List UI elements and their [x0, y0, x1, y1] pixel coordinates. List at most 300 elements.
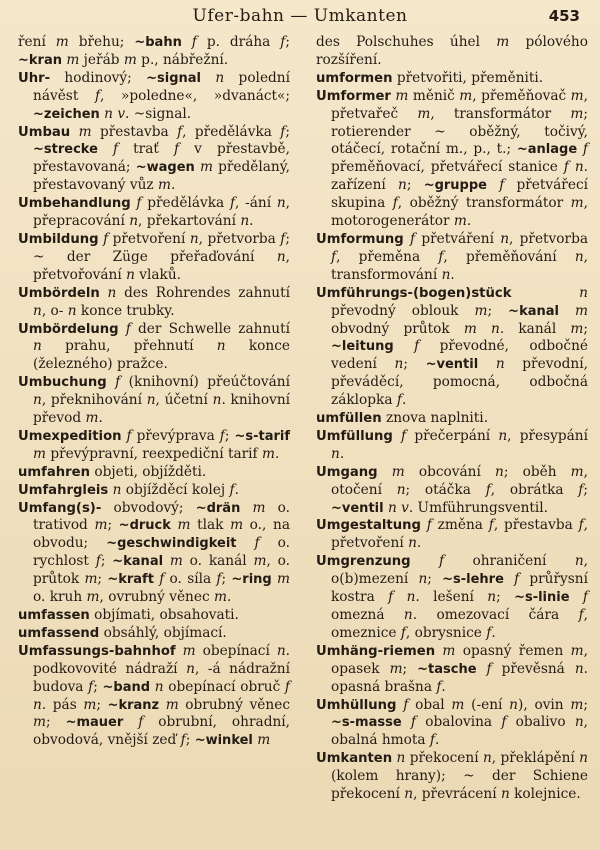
entry-grammar-tag: n: [396, 750, 406, 767]
entry-text: obal: [408, 696, 452, 713]
entry-text: obalovina: [415, 714, 502, 731]
dictionary-entry: [316, 517, 588, 553]
entry-grammar-tag: m: [453, 213, 467, 230]
entry-text: des Rohrendes zahnutí: [116, 284, 290, 301]
entry-grammar-tag: m: [570, 696, 584, 713]
dictionary-entry: [316, 428, 588, 464]
entry-compound: ~s-lehre: [442, 572, 504, 588]
entry-grammar-tag: n: [276, 248, 286, 265]
entry-text: [70, 124, 78, 140]
entry-text: , překartování: [138, 213, 241, 230]
entry-text: .: [285, 642, 290, 659]
entry-text: , přetvořování: [33, 248, 290, 283]
dictionary-entry: [18, 500, 290, 607]
entry-grammar-tag: f: [229, 481, 235, 498]
entry-text: , přetvorba: [198, 230, 281, 247]
entry-text: ;: [45, 714, 66, 731]
entry-grammar-tag: n: [126, 266, 135, 283]
entry-text: ;: [496, 589, 515, 606]
entry-text: [511, 285, 579, 301]
entry-grammar-tag: n: [403, 607, 413, 623]
dictionary-entry: [316, 70, 588, 88]
entry-text: [100, 285, 108, 301]
entry-headword: Umführungs-(bogen)stück: [316, 285, 512, 301]
entry-grammar-tag: n: [574, 553, 584, 570]
entry-grammar-tag: v: [117, 105, 126, 122]
entry-grammar-tag: f: [486, 660, 492, 677]
entry-grammar-tag: f: [414, 338, 420, 355]
entry-text: hodinový;: [50, 69, 147, 86]
entry-grammar-tag: f: [177, 123, 183, 140]
entry-text: přestavba: [91, 123, 178, 140]
entry-text: ohraničení: [444, 553, 575, 570]
entry-text: tlak: [190, 517, 231, 534]
entry-grammar-tag: m: [78, 123, 92, 140]
dictionary-entry: [316, 464, 588, 518]
entry-headword: Umformung: [316, 231, 404, 247]
entry-compound: ~mauer: [65, 715, 124, 731]
entry-text: ; otáčka: [405, 481, 486, 498]
entry-grammar-tag: n: [579, 750, 588, 767]
entry-text: .: [466, 213, 472, 230]
entry-text: předělaný, přestavovaný vůz: [33, 159, 290, 194]
entry-grammar-tag: n: [33, 338, 42, 355]
entry-text: ;: [96, 696, 108, 713]
entry-text: [171, 517, 178, 533]
entry-text: des Polschuhes úhel: [316, 34, 497, 50]
entry-text: o. rychlost: [33, 535, 291, 570]
entry-text: . pás: [41, 696, 84, 713]
entry-grammar-tag: n: [215, 69, 225, 86]
entry-grammar-tag: n: [495, 463, 504, 480]
entry-compound: ~signal: [146, 70, 202, 86]
entry-text: [393, 589, 406, 605]
dictionary-entry: [316, 750, 588, 804]
entry-grammar-tag: m: [570, 87, 584, 104]
entry-text: ), ovin: [518, 696, 571, 713]
entry-grammar-tag: n: [331, 445, 340, 462]
entry-text: [182, 34, 192, 50]
dictionary-entry: [316, 231, 588, 285]
entry-compound: ~zeichen: [33, 106, 100, 122]
entry-text: , přesypání: [507, 427, 588, 444]
entry-grammar-tag: f: [103, 230, 109, 247]
entry-text: ;: [583, 481, 588, 498]
entry-headword: Umformer: [316, 88, 391, 104]
entry-grammar-tag: f: [426, 517, 432, 534]
entry-grammar-tag: f: [410, 714, 416, 731]
entry-grammar-tag: n: [67, 302, 77, 319]
entry-text: ;: [100, 553, 113, 570]
entry-text: ;: [285, 123, 290, 140]
entry-grammar-tag: n: [579, 284, 588, 301]
entry-grammar-tag: n: [104, 105, 113, 122]
entry-text: o. kruh: [33, 589, 87, 606]
entry-compound: ~kranz: [107, 697, 160, 713]
entry-text: ;: [427, 571, 443, 588]
entry-compound: ~strecke: [33, 142, 98, 158]
entry-text: , přetvorba: [509, 230, 588, 247]
entry-text: konce trubky.: [76, 302, 175, 319]
entry-compound: ~gruppe: [423, 178, 487, 194]
entry-text: .: [450, 266, 455, 283]
dictionary-entry: [316, 34, 588, 70]
entry-grammar-tag: f: [578, 607, 584, 623]
entry-grammar-tag: n: [509, 696, 518, 713]
entry-text: [163, 553, 170, 569]
entry-headword: Umbördeln: [18, 285, 100, 301]
entry-headword: Umgestaltung: [316, 518, 421, 534]
entry-text: , obrátka: [490, 481, 579, 498]
entry-text: .: [170, 177, 176, 194]
entry-grammar-tag: n: [212, 392, 222, 409]
entry-headword: Umgrenzung: [316, 554, 411, 570]
entry-text: ;: [107, 517, 119, 534]
entry-text: , přepracování: [33, 195, 290, 230]
entry-text: [201, 70, 215, 86]
entry-text: , přeměňování: [443, 248, 575, 265]
entry-grammar-tag: m: [55, 34, 69, 50]
entry-text: obvodný průtok: [331, 320, 464, 337]
entry-text: .: [441, 678, 446, 695]
entry-text: ; oběh: [503, 463, 571, 480]
entry-text: [504, 571, 514, 587]
entry-grammar-tag: n: [154, 678, 164, 695]
entry-text: .: [226, 589, 232, 606]
entry-text: ;: [406, 177, 424, 194]
entry-text: , přeměna: [336, 248, 439, 265]
entry-headword: umfüllen: [316, 411, 382, 427]
entry-grammar-tag: f: [396, 392, 402, 409]
entry-grammar-tag: f: [438, 248, 444, 265]
entry-text: objížděcí kolej: [121, 481, 230, 498]
dictionary-entry: [18, 70, 290, 124]
entry-text: [394, 338, 414, 354]
entry-text: , překlápění: [491, 750, 580, 767]
entry-text: konce (železného) pražce.: [33, 338, 291, 373]
entry-grammar-tag: n: [396, 481, 406, 498]
entry-grammar-tag: m: [84, 571, 98, 588]
entry-grammar-tag: n: [482, 750, 492, 767]
entry-text: znova naplniti.: [381, 410, 489, 427]
entry-text: , účetní: [155, 392, 213, 409]
entry-grammar-tag: m: [391, 463, 405, 480]
entry-text: . kanál: [499, 320, 571, 337]
entry-grammar-tag: f: [403, 696, 409, 713]
entry-text: ;: [221, 571, 232, 588]
dictionary-entry: [18, 625, 290, 643]
entry-text: ření: [18, 34, 56, 50]
entry-grammar-tag: m: [83, 696, 97, 713]
left-column: [18, 34, 290, 750]
entry-text: der Schwelle zahnutí: [130, 320, 290, 337]
entry-text: [237, 535, 255, 551]
entry-text: [176, 643, 183, 659]
entry-text: , obalná hmota: [331, 714, 588, 749]
entry-text: , opasek: [331, 642, 588, 677]
entry-text: [411, 553, 439, 569]
entry-text: . lešení: [415, 589, 488, 606]
entry-text: v přestavbě, přestavovaná;: [33, 141, 290, 176]
entry-grammar-tag: f: [578, 481, 584, 498]
entry-headword: umfahren: [18, 464, 90, 480]
entry-grammar-tag: m: [570, 463, 584, 480]
entry-text: . Umführungsventil.: [408, 499, 548, 516]
entry-grammar-tag: f: [400, 624, 406, 641]
entry-headword: Umbildung: [18, 231, 99, 247]
entry-grammar-tag: n: [574, 159, 584, 176]
entry-grammar-tag: m: [177, 517, 191, 534]
entry-compound: ~anlage: [516, 142, 578, 158]
entry-text: [559, 303, 575, 319]
entry-headword: Umexpedition: [18, 428, 122, 444]
entry-grammar-tag: f: [401, 427, 407, 444]
entry-grammar-tag: m: [86, 589, 100, 606]
entry-grammar-tag: f: [280, 123, 286, 140]
entry-grammar-tag: f: [125, 320, 131, 337]
entry-grammar-tag: f: [113, 141, 119, 158]
entry-headword: Umbuchung: [18, 375, 107, 391]
entry-text: převodné, odbočné vedení: [331, 338, 588, 373]
dictionary-entry: [18, 464, 290, 482]
entry-grammar-tag: n: [189, 230, 199, 247]
entry-grammar-tag: m: [252, 499, 266, 516]
entry-headword: Umfang(s)-: [18, 500, 102, 516]
entry-text: převěsná: [491, 660, 575, 677]
entry-text: ;: [583, 320, 588, 337]
dictionary-entry: [18, 643, 290, 750]
entry-compound: ~kran: [18, 52, 62, 68]
entry-grammar-tag: v: [401, 499, 409, 516]
entry-headword: Umfahrgleis: [18, 482, 109, 498]
entry-text: změna: [431, 517, 489, 534]
entry-text: překocení: [405, 750, 483, 767]
entry-grammar-tag: f: [409, 230, 416, 247]
entry-compound: ~drän: [195, 500, 241, 516]
entry-text: [487, 177, 499, 193]
entry-text: p., nábřežní.: [136, 51, 229, 68]
entry-grammar-tag: m: [442, 642, 456, 659]
entry-grammar-tag: n: [240, 213, 250, 230]
entry-text: , ovrubný věnec: [99, 589, 214, 606]
entry-compound: ~s-linie: [514, 590, 570, 606]
entry-text: .: [416, 535, 422, 552]
entry-text: .: [234, 481, 239, 498]
entry-grammar-tag: f: [429, 732, 435, 749]
entry-text: přečerpání: [406, 427, 499, 444]
entry-text: obcování: [404, 463, 496, 480]
entry-text: [123, 714, 138, 730]
entry-grammar-tag: n: [441, 266, 451, 283]
entry-grammar-tag: n: [574, 660, 584, 677]
entry-grammar-tag: f: [191, 34, 197, 50]
entry-grammar-tag: f: [436, 678, 442, 695]
entry-text: o. kanál: [182, 553, 254, 570]
entry-text: ;: [402, 660, 418, 677]
entry-compound: ~bahn: [134, 35, 182, 50]
entry-text: obsáhlý, objímací.: [99, 624, 227, 641]
entry-grammar-tag: n: [500, 230, 510, 247]
entry-grammar-tag: n: [216, 338, 226, 355]
entry-text: .: [98, 410, 103, 427]
entry-text: , přetvařeč: [331, 87, 588, 122]
entry-grammar-tag: m: [570, 195, 584, 212]
entry-text: , přetvoření: [331, 517, 588, 552]
entry-text: měnič: [408, 87, 460, 104]
entry-text: obepínací: [195, 642, 277, 659]
entry-text: o., na obvodu;: [33, 517, 290, 552]
entry-text: [98, 141, 113, 157]
entry-grammar-tag: n: [33, 392, 42, 409]
dictionary-entry: [316, 285, 588, 410]
entry-text: [119, 321, 126, 337]
entry-grammar-tag: f: [499, 177, 505, 194]
entry-text: objeti, objížděti.: [90, 463, 207, 480]
entry-text: [378, 464, 392, 480]
entry-text: . opasná brašna: [331, 660, 588, 695]
page-header: [0, 6, 600, 36]
entry-text: pólového rozšíření.: [316, 34, 588, 68]
entry-text: .: [401, 392, 407, 409]
entry-grammar-tag: m: [570, 105, 584, 122]
entry-grammar-tag: n: [33, 696, 42, 713]
entry-grammar-tag: f: [331, 248, 337, 265]
entry-grammar-tag: n: [574, 714, 584, 731]
entry-text: ;: [97, 571, 108, 588]
entry-grammar-tag: f: [254, 535, 260, 552]
dictionary-entry: [18, 285, 290, 321]
entry-headword: umfassend: [18, 625, 100, 641]
entry-compound: ~tasche: [417, 661, 477, 677]
dictionary-entry: [18, 321, 290, 375]
dictionary-entry: [18, 482, 290, 500]
entry-text: , otočení: [331, 463, 588, 498]
entry-text: průřysní kostra: [331, 571, 588, 606]
entry-text: , -ání: [235, 195, 277, 212]
entry-grammar-tag: m: [157, 177, 171, 194]
entry-text: , -á nádražní budova: [33, 660, 291, 695]
entry-grammar-tag: m: [570, 320, 584, 337]
entry-grammar-tag: f: [229, 195, 236, 212]
entry-grammar-tag: m: [199, 159, 213, 176]
entry-text: [570, 589, 583, 605]
entry-grammar-tag: f: [485, 481, 491, 498]
right-column: [316, 34, 588, 804]
entry-compound: ~s-masse: [331, 715, 402, 731]
entry-compound: ~kanal: [508, 303, 559, 319]
entry-compound: ~ventil: [425, 357, 479, 373]
entry-grammar-tag: f: [486, 624, 492, 641]
entry-text: , transformátor: [430, 105, 571, 122]
entry-text: převýpravní, reexpediční tarif: [45, 445, 262, 462]
dictionary-entry: [18, 374, 290, 428]
dictionary-entry: [316, 697, 588, 751]
entry-grammar-tag: f: [284, 678, 290, 695]
entry-text: obepínací obruč: [163, 678, 285, 695]
dictionary-entry: [316, 410, 588, 428]
dictionary-entry: [18, 124, 290, 196]
entry-grammar-tag: m: [33, 445, 46, 462]
entry-grammar-tag: f: [126, 427, 132, 444]
entry-grammar-tag: f: [514, 571, 520, 588]
entry-text: ;: [403, 356, 426, 373]
entry-text: . zařízení: [331, 159, 588, 194]
entry-text: ;: [487, 302, 509, 319]
entry-grammar-tag: m: [451, 696, 465, 713]
entry-grammar-tag: n: [129, 213, 139, 230]
entry-grammar-tag: f: [280, 230, 286, 247]
entry-headword: Umbördelung: [18, 321, 119, 337]
entry-grammar-tag: m: [123, 51, 137, 68]
entry-text: .: [274, 445, 280, 462]
entry-grammar-tag: f: [439, 553, 445, 570]
entry-compound: ~geschwindigkeit: [106, 536, 237, 552]
entry-text: .: [491, 624, 496, 641]
entry-text: [477, 321, 491, 337]
entry-text: přeměňovací, přetvářecí stanice: [331, 159, 564, 176]
entry-headword: Umfüllung: [316, 428, 393, 444]
entry-grammar-tag: m: [230, 517, 244, 534]
entry-headword: umformen: [316, 70, 393, 86]
dictionary-entry: [18, 231, 290, 285]
entry-text: (-ení: [464, 696, 510, 713]
entry-grammar-tag: f: [488, 517, 494, 534]
entry-grammar-tag: f: [173, 141, 180, 158]
entry-text: ; ~ der Züge přeřaďování: [33, 230, 290, 265]
entry-grammar-tag: n: [112, 481, 122, 498]
entry-text: , o. průtok: [33, 553, 290, 588]
entry-compound: ~druck: [118, 518, 171, 534]
dictionary-entry: [18, 195, 290, 231]
entry-compound: ~kanal: [112, 554, 164, 570]
entry-headword: Umbau: [18, 124, 71, 140]
entry-text: (knihovní) přeúčtování: [120, 374, 290, 391]
entry-grammar-tag: n: [491, 320, 500, 337]
entry-grammar-tag: n: [387, 499, 397, 516]
entry-grammar-tag: f: [280, 34, 286, 50]
entry-text: , omeznice: [331, 607, 588, 641]
entry-grammar-tag: m: [277, 571, 290, 588]
entry-text: p. dráha: [196, 34, 281, 50]
entry-text: [107, 374, 115, 390]
entry-grammar-tag: m: [94, 517, 108, 534]
entry-text: polední návěst: [33, 69, 290, 104]
entry-text: přetvořiti, přeměniti.: [392, 69, 544, 86]
entry-text: , oběžný transformátor: [397, 195, 571, 212]
entry-grammar-tag: m: [261, 445, 275, 462]
entry-grammar-tag: m: [33, 714, 46, 731]
entry-text: ; rotierender ~ oběžný, točivý, otáčecí, rotační m., p., t.;: [331, 105, 588, 158]
dictionary-entry: [316, 643, 588, 697]
entry-text: , o-: [41, 302, 68, 319]
entry-grammar-tag: m: [66, 51, 80, 68]
entry-grammar-tag: f: [219, 427, 225, 444]
entry-grammar-tag: f: [115, 374, 121, 391]
entry-text: . ~signal.: [125, 105, 192, 122]
running-title: Ufer-bahn — Umkanten: [192, 6, 408, 26]
entry-text: , motorogenerátor: [331, 195, 588, 230]
entry-text: přetváření: [415, 230, 501, 247]
entry-text: obrubní, ohradní, obvodová, vnější zeď: [33, 714, 290, 749]
entry-headword: Umgang: [316, 464, 378, 480]
entry-text: ;: [583, 696, 588, 713]
entry-compound: ~wagen: [135, 160, 195, 176]
entry-compound: ~ring: [231, 572, 272, 588]
entry-grammar-tag: m: [85, 410, 99, 427]
entry-grammar-tag: m: [213, 589, 227, 606]
entry-grammar-tag: f: [392, 195, 398, 212]
entry-text: , »poledne«, »dvanáct«;: [100, 87, 291, 104]
